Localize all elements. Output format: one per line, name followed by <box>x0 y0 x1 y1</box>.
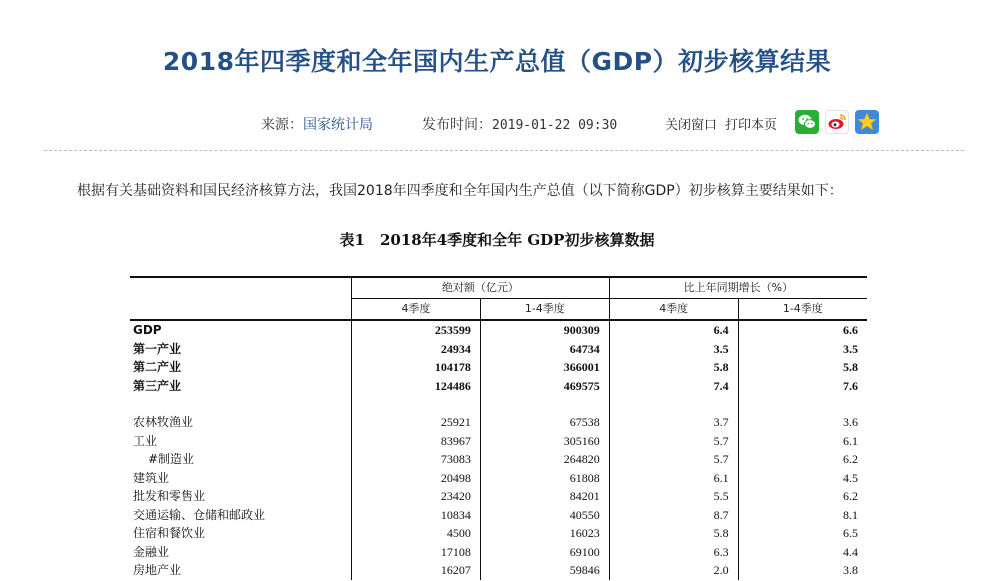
cell-value: 23420 <box>352 487 481 506</box>
cell-value: 4500 <box>352 524 481 543</box>
cell-value: 20498 <box>352 469 481 488</box>
cell-value: 8.1 <box>738 506 867 525</box>
cell-value: 16023 <box>480 524 609 543</box>
table-row <box>130 413 867 432</box>
table-row <box>130 543 867 562</box>
cell-value: 6.3 <box>609 543 738 562</box>
cell-value: 3.7 <box>609 413 738 432</box>
cell-value: 264820 <box>480 450 609 469</box>
source-info <box>261 114 373 134</box>
cell-value: 5.7 <box>609 450 738 469</box>
cell-value: 305160 <box>480 432 609 451</box>
cell-value: 10834 <box>352 506 481 525</box>
cell-value: 7.6 <box>738 377 867 396</box>
table-row <box>130 450 867 469</box>
row-label: 第二产业 <box>133 360 182 374</box>
print-page-link[interactable]: 打印本页 <box>725 118 778 133</box>
publish-time-value: 2019-01-22 09:30 <box>492 118 618 133</box>
table-row <box>130 432 867 451</box>
row-label: 第一产业 <box>133 341 182 356</box>
source-label: 来源： <box>261 117 303 133</box>
table-row <box>130 377 867 396</box>
subheader-q4-abs: 4季度 <box>352 299 481 321</box>
row-label: 农林牧渔业 <box>133 415 194 429</box>
cell-value: 25921 <box>352 413 481 432</box>
gdp-data-table <box>130 276 867 580</box>
row-label: 批发和零售业 <box>133 489 206 503</box>
cell-value: 61808 <box>480 469 609 488</box>
cell-value: 104178 <box>352 358 481 377</box>
row-label: 建筑业 <box>133 470 170 485</box>
cell-value: 3.8 <box>738 561 867 580</box>
row-label: 工业 <box>133 433 158 448</box>
cell-value: 6.1 <box>738 432 867 451</box>
publish-time-label: 发布时间： <box>422 117 492 133</box>
cell-value: 4.5 <box>738 469 867 488</box>
weibo-share-button[interactable] <box>825 110 849 134</box>
cell-value: 124486 <box>352 377 481 396</box>
cell-value: 3.5 <box>609 340 738 359</box>
cell-value: 67538 <box>480 413 609 432</box>
table-title: 表1 2018年4季度和全年 GDP初步核算数据 <box>339 231 655 249</box>
cell-value: 73083 <box>352 450 481 469</box>
cell-value: 69100 <box>480 543 609 562</box>
cell-value: 6.4 <box>609 320 738 340</box>
table-row <box>130 358 867 377</box>
table-corner-cell <box>130 277 352 320</box>
cell-value: 6.2 <box>738 487 867 506</box>
table-row <box>130 506 867 525</box>
row-label: 金融业 <box>133 544 170 559</box>
cell-value: 3.5 <box>738 340 867 359</box>
wechat-icon <box>795 110 819 134</box>
row-label: 住宿和餐饮业 <box>133 526 206 540</box>
cell-value: 366001 <box>480 358 609 377</box>
cell-value: 3.6 <box>738 413 867 432</box>
cell-value: 469575 <box>480 377 609 396</box>
header-divider <box>44 150 964 151</box>
row-label: 房地产业 <box>133 563 182 577</box>
source-link[interactable]: 国家统计局 <box>303 117 373 133</box>
table-row <box>130 340 867 359</box>
table-row <box>130 561 867 580</box>
cell-value: 4.4 <box>738 543 867 562</box>
cell-value: 40550 <box>480 506 609 525</box>
cell-value: 6.5 <box>738 524 867 543</box>
row-label: #制造业 <box>148 452 195 466</box>
intro-paragraph: 根据有关基础资料和国民经济核算方法，我国2018年四季度和全年国内生产总值（以下简称GDP）初步核算主要结果如下： <box>77 183 843 199</box>
cell-value: 84201 <box>480 487 609 506</box>
cell-value: 16207 <box>352 561 481 580</box>
cell-value: 6.1 <box>609 469 738 488</box>
cell-value: 6.6 <box>738 320 867 340</box>
cell-value: 253599 <box>352 320 481 340</box>
table-row <box>130 320 867 340</box>
cell-value: 900309 <box>480 320 609 340</box>
cell-value: 8.7 <box>609 506 738 525</box>
cell-value: 83967 <box>352 432 481 451</box>
cell-value: 17108 <box>352 543 481 562</box>
cell-value: 64734 <box>480 340 609 359</box>
subheader-q1-4-abs: 1-4季度 <box>480 299 609 321</box>
cell-value: 7.4 <box>609 377 738 396</box>
wechat-share-button[interactable] <box>795 110 819 134</box>
cell-value: 59846 <box>480 561 609 580</box>
qzone-icon <box>855 110 879 134</box>
qzone-share-button[interactable] <box>855 110 879 134</box>
cell-value: 5.8 <box>609 524 738 543</box>
header-absolute-value: 绝对额（亿元） <box>352 277 610 299</box>
table-spacer-row <box>130 395 867 413</box>
table-row <box>130 487 867 506</box>
page-title: 2018年四季度和全年国内生产总值（GDP）初步核算结果 <box>162 47 832 76</box>
subheader-q4-growth: 4季度 <box>609 299 738 321</box>
subheader-q1-4-growth: 1-4季度 <box>738 299 867 321</box>
weibo-icon <box>826 111 848 133</box>
row-label: GDP <box>133 323 162 337</box>
cell-value: 5.8 <box>738 358 867 377</box>
cell-value: 5.7 <box>609 432 738 451</box>
table-row <box>130 524 867 543</box>
cell-value: 5.8 <box>609 358 738 377</box>
header-growth-rate: 比上年同期增长（%） <box>609 277 867 299</box>
cell-value: 24934 <box>352 340 481 359</box>
cell-value: 5.5 <box>609 487 738 506</box>
publish-time <box>422 114 617 134</box>
row-label: 交通运输、仓储和邮政业 <box>133 507 266 522</box>
cell-value: 6.2 <box>738 450 867 469</box>
cell-value: 2.0 <box>609 561 738 580</box>
row-label: 第三产业 <box>133 378 182 393</box>
close-window-link[interactable]: 关闭窗口 <box>665 118 718 133</box>
table-row <box>130 469 867 488</box>
